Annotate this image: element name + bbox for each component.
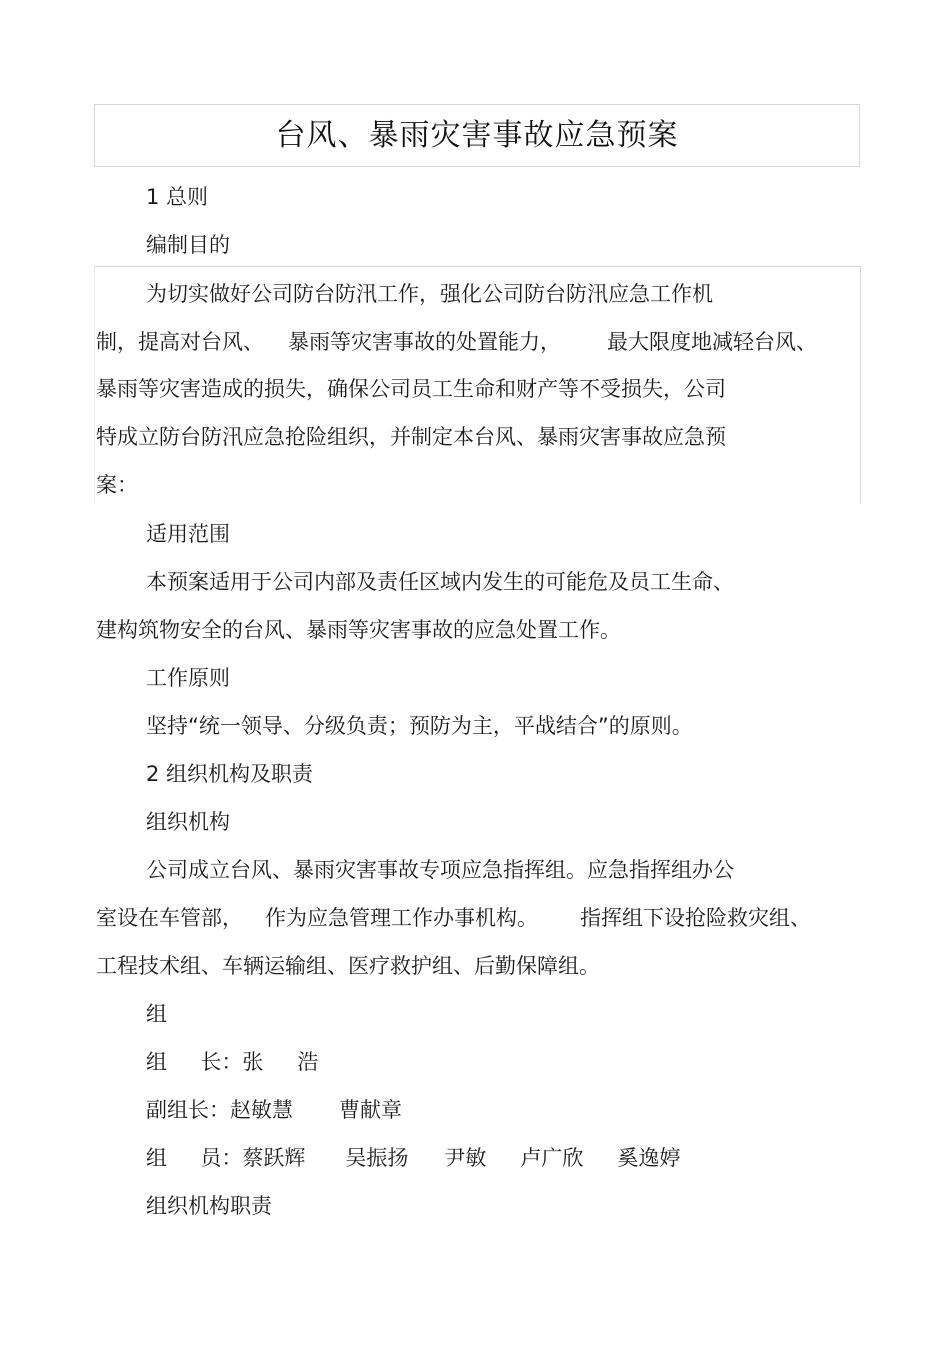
duties-heading: 组织机构职责 (146, 1194, 272, 1218)
organization-line-1: 公司成立台风、暴雨灾害事故专项应急指挥组。应急指挥组办公 (146, 858, 734, 882)
purpose-line-2-part-3: 最大限度地减轻台风、 (607, 330, 817, 354)
group-leader-row (146, 1047, 318, 1077)
member-2: 吴振扬 (345, 1146, 409, 1170)
group-deputy-row (146, 1095, 402, 1125)
leader-label: 组 长： (146, 1050, 243, 1074)
leader-name-1: 张 (242, 1050, 264, 1074)
purpose-heading: 编制目的 (146, 233, 230, 257)
purpose-line-4: 特成立防台防汛应急抢险组织，并制定本台风、暴雨灾害事故应急预 (96, 425, 726, 449)
member-1: 蔡跃辉 (242, 1146, 306, 1170)
scope-line-1: 本预案适用于公司内部及责任区域内发生的可能危及员工生命、 (146, 570, 734, 594)
scope-heading: 适用范围 (146, 522, 230, 546)
principles-heading: 工作原则 (146, 666, 230, 690)
principles-text: 坚持“统一领导、分级负责；预防为主，平战结合”的原则。 (146, 714, 693, 738)
deputy-2: 曹献章 (339, 1098, 402, 1122)
organization-line-3: 工程技术组、车辆运输组、医疗救护组、后勤保障组。 (96, 954, 600, 978)
group-heading: 组 (146, 1002, 167, 1026)
member-label: 组 员： (146, 1146, 243, 1170)
organization-line-2 (96, 903, 811, 933)
purpose-line-5: 案： (96, 473, 138, 497)
organization-line-2-part-1: 室设在车管部， (96, 906, 243, 930)
purpose-line-2-part-2: 暴雨等灾害事故的处置能力， (288, 330, 561, 354)
purpose-line-3: 暴雨等灾害造成的损失，确保公司员工生命和财产等不受损失，公司 (96, 377, 726, 401)
member-3: 尹敏 (444, 1146, 487, 1170)
organization-heading: 组织机构 (146, 810, 230, 834)
document-title: 台风、暴雨灾害事故应急预案 (275, 118, 679, 153)
group-member-row (146, 1143, 680, 1173)
deputy-label: 副组长： (146, 1098, 230, 1122)
purpose-line-2 (96, 327, 817, 357)
organization-line-2-part-3: 指挥组下设抢险救灾组、 (580, 906, 811, 930)
member-5: 奚逸婷 (617, 1146, 681, 1170)
scope-line-2: 建构筑物安全的台风、暴雨等灾害事故的应急处置工作。 (96, 618, 621, 642)
member-4: 卢广欣 (520, 1146, 584, 1170)
purpose-line-2-part-1: 制，提高对台风、 (96, 330, 264, 354)
section-2-heading: 2 组织机构及职责 (146, 762, 314, 786)
purpose-line-1: 为切实做好公司防台防汛工作，强化公司防台防汛应急工作机 (146, 282, 713, 306)
section-1-heading: 1 总则 (146, 185, 209, 209)
title-box (94, 104, 860, 167)
organization-line-2-part-2: 作为应急管理工作办事机构。 (265, 906, 538, 930)
leader-name-2: 浩 (297, 1050, 319, 1074)
deputy-1: 赵敏慧 (230, 1098, 293, 1122)
